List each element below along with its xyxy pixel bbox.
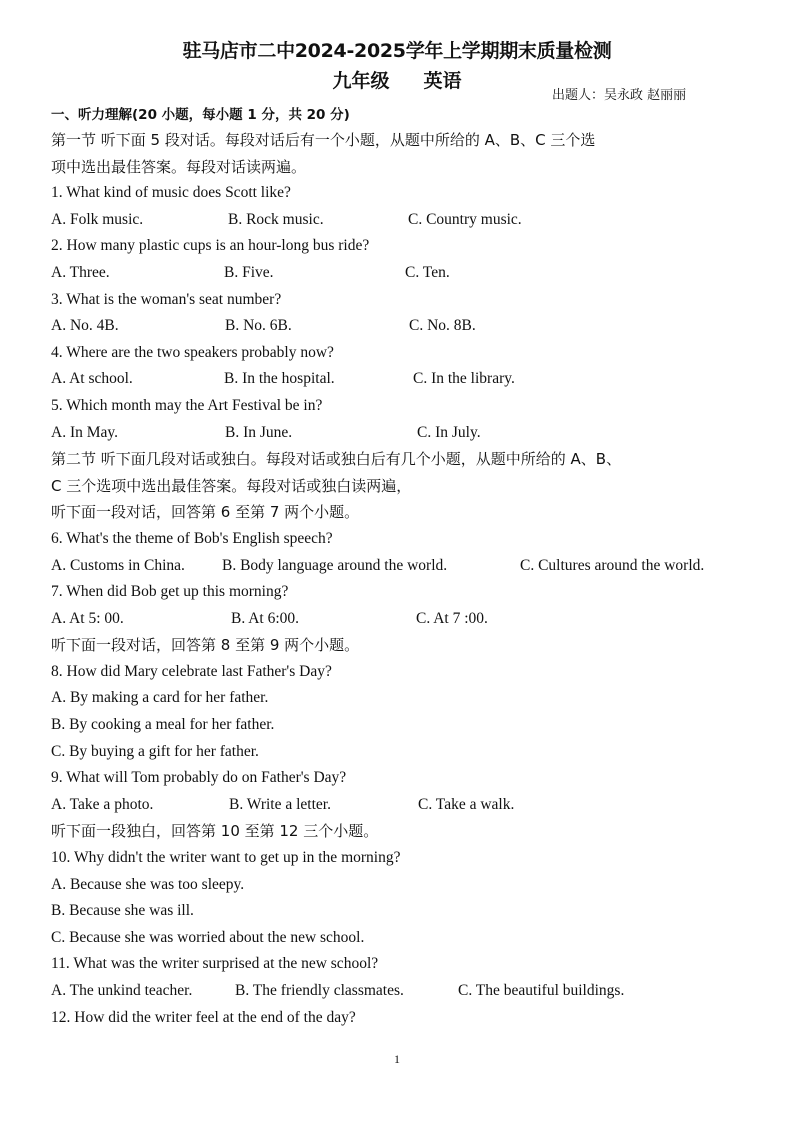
option-9b: B. Write a letter. xyxy=(229,795,331,813)
subject-label: 英语 xyxy=(423,70,462,92)
option-9a: A. Take a photo. xyxy=(51,795,154,813)
options-6 xyxy=(51,553,751,580)
option-3b: B. No. 6B. xyxy=(225,317,292,335)
exam-content xyxy=(51,103,751,1031)
part2-instruction-line1: 第二节 听下面几段对话或独白。每段对话或独白后有几个小题，从题中所给的 A、B、 xyxy=(51,450,622,469)
question-2: 2. How many plastic cups is an hour-long bus ride? xyxy=(51,237,370,255)
question-7: 7. When did Bob get up this morning? xyxy=(51,583,289,601)
option-1b: B. Rock music. xyxy=(228,210,324,228)
grade-label: 九年级 xyxy=(332,70,390,92)
option-5a: A. In May. xyxy=(51,423,119,441)
author-line: 出题人：吴永政 赵丽丽 xyxy=(552,88,687,103)
option-8b: B. By cooking a meal for her father. xyxy=(51,716,275,734)
option-7c: C. At 7 :00. xyxy=(416,609,488,627)
option-3a: A. No. 4B. xyxy=(51,317,119,335)
options-2 xyxy=(51,260,751,287)
options-7 xyxy=(51,606,751,633)
option-2b: B. Five. xyxy=(224,263,274,281)
question-11: 11. What was the writer surprised at the new school? xyxy=(51,955,379,973)
intro-questions-6-7: 听下面一段对话，回答第 6 至第 7 两个小题。 xyxy=(51,503,360,522)
option-10a: A. Because she was too sleepy. xyxy=(51,875,245,893)
question-9: 9. What will Tom probably do on Father's Day? xyxy=(51,769,347,787)
option-4c: C. In the library. xyxy=(413,370,515,388)
intro-questions-10-12: 听下面一段独白，回答第 10 至第 12 三个小题。 xyxy=(51,822,379,841)
option-8a: A. By making a card for her father. xyxy=(51,689,269,707)
option-4a: A. At school. xyxy=(51,370,133,388)
option-11b: B. The friendly classmates. xyxy=(235,982,404,999)
question-1: 1. What kind of music does Scott like? xyxy=(51,184,291,202)
option-1a: A. Folk music. xyxy=(51,210,144,228)
options-4 xyxy=(51,366,751,393)
option-11c: C. The beautiful buildings. xyxy=(458,982,625,999)
option-7b: B. At 6:00. xyxy=(231,609,300,627)
option-10c: C. Because she was worried about the new school. xyxy=(51,928,365,946)
options-1 xyxy=(51,207,751,234)
part1-instruction-line2: 项中选出最佳答案。每段对话读两遍。 xyxy=(51,157,307,176)
option-9c: C. Take a walk. xyxy=(418,795,515,813)
option-4b: B. In the hospital. xyxy=(224,370,335,388)
question-8: 8. How did Mary celebrate last Father's Day? xyxy=(51,662,332,680)
option-6b: B. Body language around the world. xyxy=(222,556,448,574)
option-8c: C. By buying a gift for her father. xyxy=(51,742,259,760)
option-6c: C. Cultures around the world. xyxy=(520,556,705,574)
part1-instruction-line1: 第一节 听下面 5 段对话。每段对话后有一个小题，从题中所给的 A、B、C 三个选 xyxy=(51,131,596,149)
section-heading: 一、听力理解(20 小题，每小题 1 分，共 20 分) xyxy=(51,107,350,123)
option-2c: C. Ten. xyxy=(405,263,450,281)
question-4: 4. Where are the two speakers probably now? xyxy=(51,343,334,361)
question-6: 6. What's the theme of Bob's English speech? xyxy=(51,529,333,547)
page-number: 1 xyxy=(394,1052,400,1066)
part2-instruction-line2: C 三个选项中选出最佳答案。每段对话或独白读两遍， xyxy=(51,476,412,495)
option-1c: C. Country music. xyxy=(408,210,522,228)
option-3c: C. No. 8B. xyxy=(409,317,476,335)
option-11a: A. The unkind teacher. xyxy=(51,982,193,999)
option-10b: B. Because she was ill. xyxy=(51,902,194,920)
options-11 xyxy=(51,978,751,1005)
exam-title: 驻马店市二中2024-2025学年上学期期末质量检测 xyxy=(182,40,612,62)
question-3: 3. What is the woman's seat number? xyxy=(51,290,282,308)
intro-questions-8-9: 听下面一段对话，回答第 8 至第 9 两个小题。 xyxy=(51,636,360,655)
option-7a: A. At 5: 00. xyxy=(51,609,124,627)
option-5b: B. In June. xyxy=(225,423,293,441)
options-9 xyxy=(51,792,751,819)
option-2a: A. Three. xyxy=(51,263,110,281)
question-10: 10. Why didn't the writer want to get up in the morning? xyxy=(51,849,401,867)
options-3 xyxy=(51,313,751,340)
question-5: 5. Which month may the Art Festival be in? xyxy=(51,396,323,414)
option-6a: A. Customs in China. xyxy=(51,556,185,574)
question-12: 12. How did the writer feel at the end of the day? xyxy=(51,1008,356,1026)
options-5 xyxy=(51,420,751,447)
option-5c: C. In July. xyxy=(417,423,481,441)
